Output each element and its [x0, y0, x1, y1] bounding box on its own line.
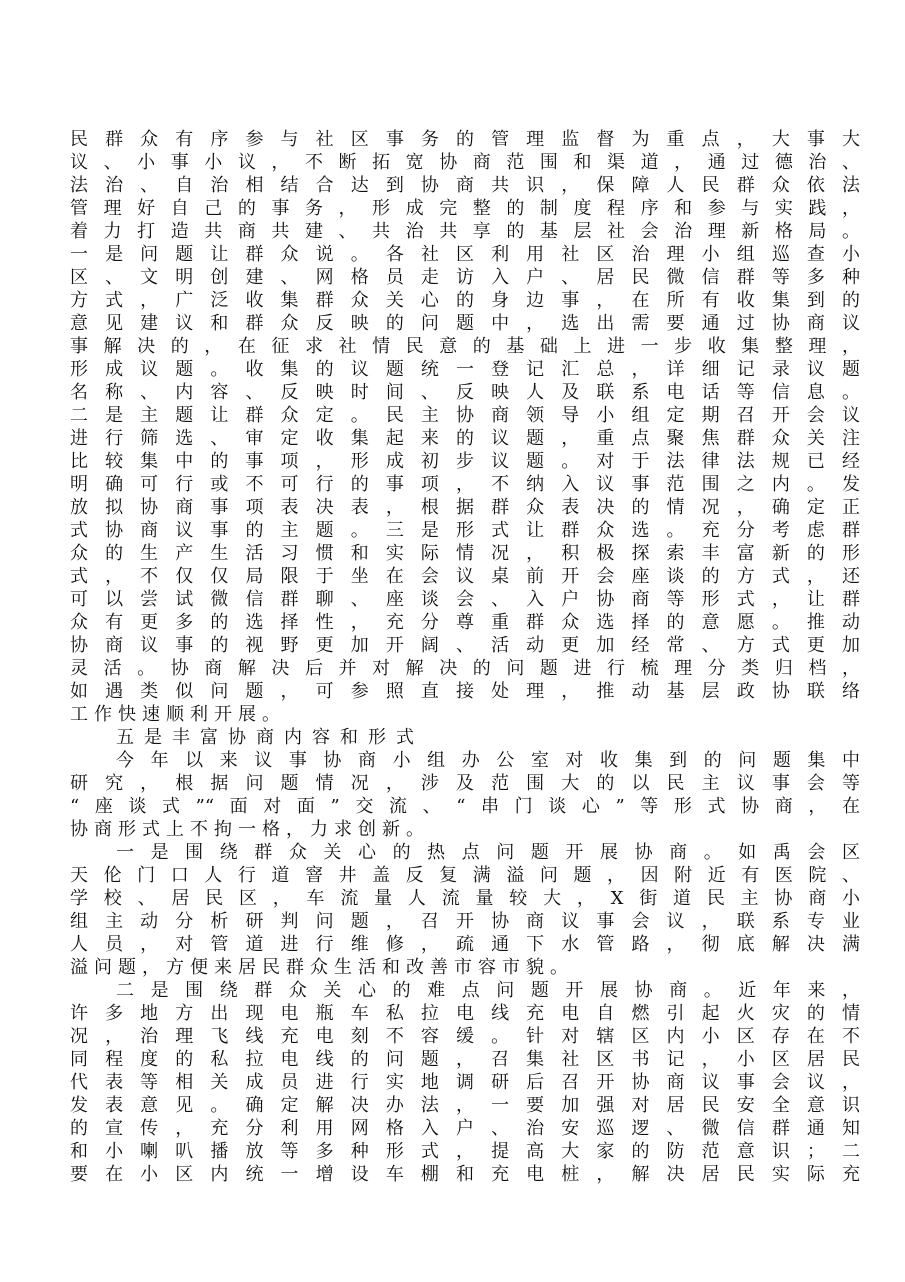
- text-line: 溢问题，方便来居民群众生活和改善市容市貌。: [70, 957, 574, 978]
- text-line: 一是问题让群众说。各社区利用社区治理小组巡查小: [70, 244, 860, 265]
- text-line: 况，治理飞线充电刻不容缓。针对辖区内小区存在不: [70, 1026, 860, 1047]
- text-line: 议、小事小议，不断拓宽协商范围和渠道，通过德治、: [70, 152, 860, 173]
- text-line: “座谈式”“面对面”交流、“串门谈心”等形式协商，在: [70, 796, 860, 817]
- text-line: 方式，广泛收集群众关心的身边事，在所有收集到的: [70, 290, 860, 311]
- text-line: 灵活。协商解决后并对解决的问题进行梳理分类归档，: [70, 658, 860, 679]
- text-line: 许多地方出现电瓶车私拉电线充电自燃引起火灾的情: [70, 1003, 860, 1024]
- text-line: 管理好自己的事务，形成完整的制度程序和参与实践，: [70, 198, 860, 219]
- text-line: 今年以来议事协商小组办公室对收集到的问题集中: [116, 750, 860, 771]
- text-line: 二是主题让群众定。民主协商领导小组定期召开会议: [70, 405, 860, 426]
- text-line: 意见建议和群众反映的问题中，选出需要通过协商议: [70, 313, 860, 334]
- text-line: 众的生产生活习惯和实际情况，积极探索丰富新的形: [70, 543, 860, 564]
- text-line: 协商议事的视野更加开阔、活动更加经常、方式更加: [70, 635, 860, 656]
- text-line: 如遇类似问题，可参照直接处理，推动基层政协联络: [70, 681, 860, 702]
- text-line: 放拟协商事项表决表，根据群众表决的情况，确定正: [70, 497, 860, 518]
- text-line: 式协商议事的主题。三是形式让群众选。充分考虑群: [70, 520, 860, 541]
- text-line: 形成议题。收集的议题统一登记汇总，详细记录议题: [70, 359, 860, 380]
- text-line: 明确可行或不可行的事项，不纳入议事范围之内。发: [70, 474, 860, 495]
- text-line: 区、文明创建、网格员走访入户、居民微信群等多种: [70, 267, 860, 288]
- text-line: 名称、内容、反映时间、反映人及联系电话等信息。: [70, 382, 860, 403]
- text-line: 事解决的，在征求社情民意的基础上进一步收集整理，: [70, 336, 860, 357]
- text-line: 同程度的私拉电线的问题，召集社区书记，小区居民: [70, 1049, 860, 1070]
- text-line: 可以尝试微信群聊、座谈会、入户协商等形式，让群: [70, 589, 860, 610]
- text-line: 民群众有序参与社区事务的管理监督为重点，大事大: [70, 129, 860, 150]
- text-line: 和小喇叭播放等多种形式，提高大家的防范意识；二: [70, 1141, 860, 1162]
- text-line: 法治、自治相结合达到协商共识，保障人民群众依法: [70, 175, 860, 196]
- text-line: 学校、居民区，车流量人流量较大，X街道民主协商小: [70, 888, 860, 909]
- text-line: 的宣传，充分利用网格入户、治安巡逻、微信群通知: [70, 1118, 860, 1139]
- text-line: 协商形式上不拘一格，力求创新。: [70, 819, 430, 840]
- text-line: 要在小区内统一增设车棚和充电桩，解决居民实际充: [70, 1164, 860, 1185]
- text-line: 着力打造共商共建、共治共享的基层社会治理新格局。: [70, 221, 860, 242]
- text-line: 众有更多的选择性，充分尊重群众选择的意愿。推动: [70, 612, 860, 633]
- text-line: 工作快速顺利开展。: [70, 704, 286, 725]
- text-line: 天伦门口人行道窨井盖反复满溢问题，因附近有医院、: [70, 865, 860, 886]
- body-text: [70, 128, 860, 1186]
- text-line: 二是围绕群众关心的难点问题开展协商。近年来，: [116, 980, 860, 1001]
- text-line: 代表等相关成员进行实地调研后召开协商议事会议，: [70, 1072, 860, 1093]
- text-line: 进行筛选、审定收集起来的议题，重点聚焦群众关注: [70, 428, 860, 449]
- section-heading: 五是丰富协商内容和形式: [116, 727, 424, 748]
- text-line: 发表意见。确定解决办法，一要加强对居民安全意识: [70, 1095, 860, 1116]
- text-line: 组主动分析研判问题，召开协商议事会议，联系专业: [70, 911, 860, 932]
- text-line: 一是围绕群众关心的热点问题开展协商。如禹会区: [116, 842, 860, 863]
- text-line: 比较集中的事项，形成初步议题。对于法律法规已经: [70, 451, 860, 472]
- text-line: 式，不仅仅局限于坐在会议桌前开会座谈的方式，还: [70, 566, 860, 587]
- text-line: 人员，对管道进行维修，疏通下水管路，彻底解决满: [70, 934, 860, 955]
- text-line: 研究，根据问题情况，涉及范围大的以民主议事会等: [70, 773, 860, 794]
